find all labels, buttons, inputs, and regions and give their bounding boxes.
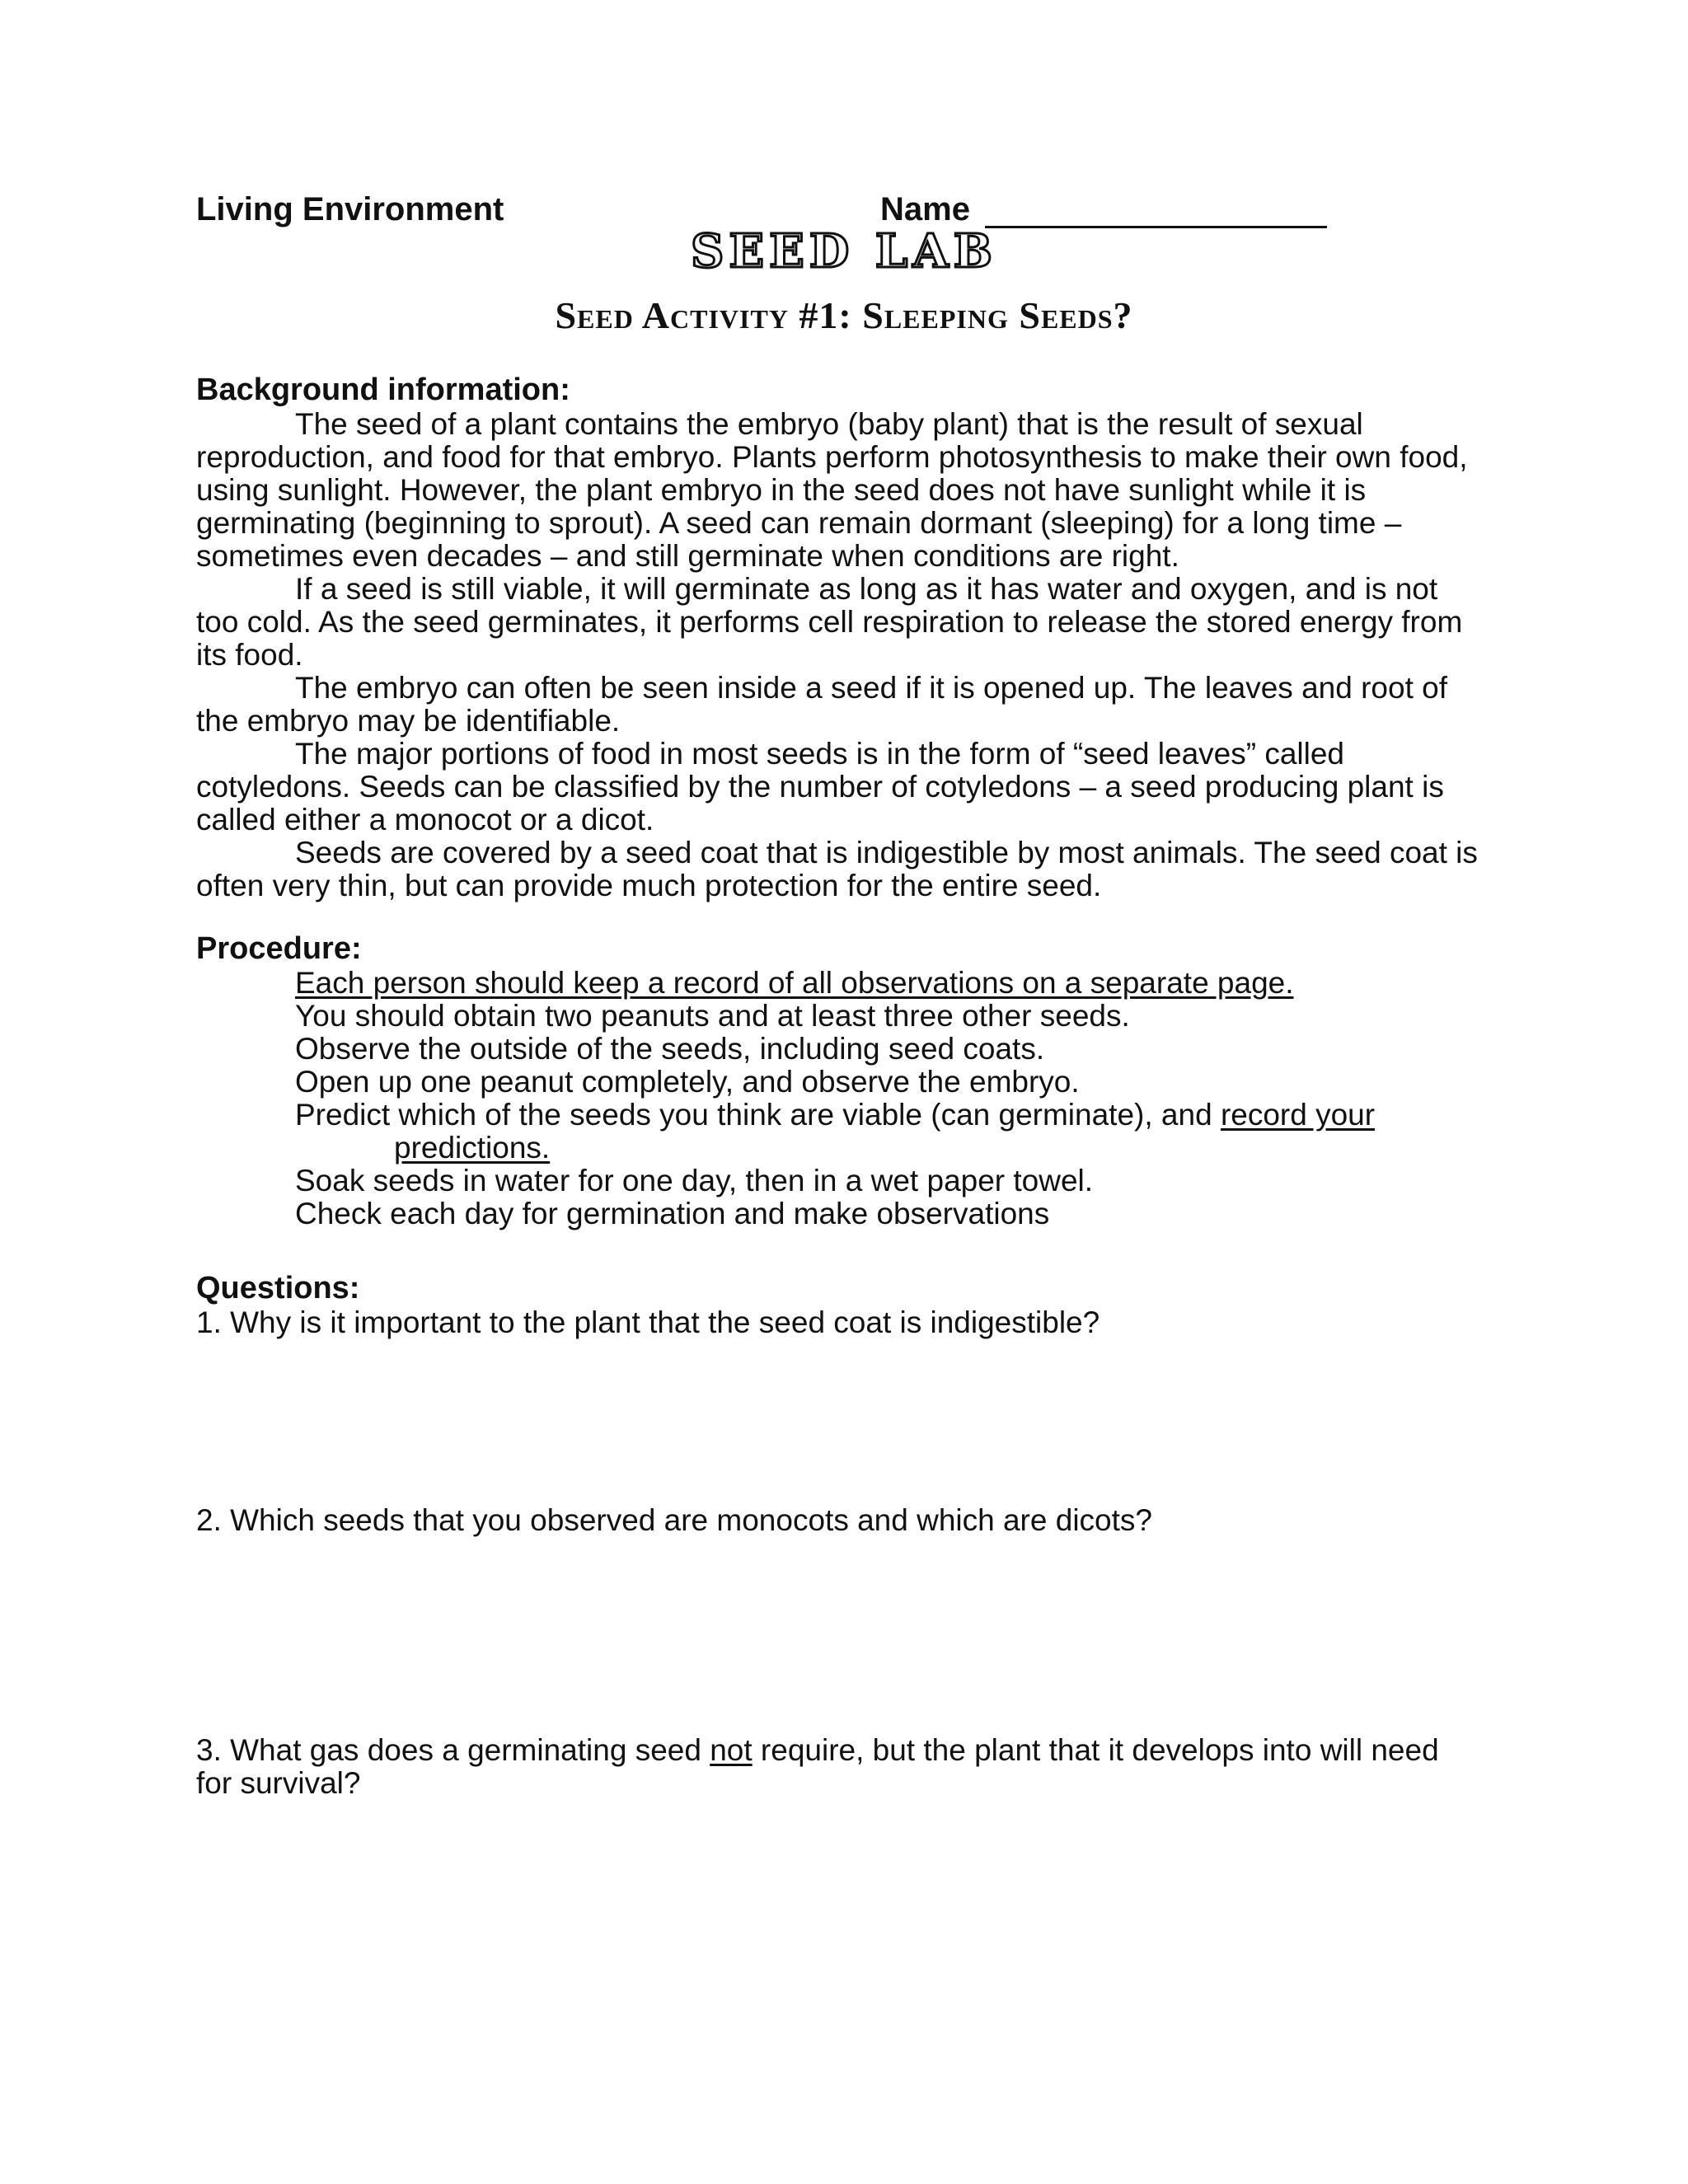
question-3-emphasis: not <box>710 1733 753 1767</box>
background-paragraph-4: The major portions of food in most seeds is in the form of “seed leaves” called cotyledons. Seeds can be classified by the number of cotyledons – a seed producing plant is called either a monocot or a dicot. <box>196 737 1444 837</box>
procedure-step-5 <box>295 1099 1482 1132</box>
procedure-step-5-underlined: record your <box>1220 1098 1376 1132</box>
page-title: SEED LAB <box>690 224 998 279</box>
procedure-list <box>295 967 1482 1230</box>
background-paragraph-1: The seed of a plant contains the embryo (baby plant) that is the result of sexual reproduction, and food for that embryo. Plants perform photosynthesis to make their own food, using sunlight. However, the plant embryo in the seed does not have sunlight while it is germinating (beginning to sprout). A seed can remain dormant (sleeping) for a long time – sometimes even decades – and still germinate when conditions are right. <box>196 407 1468 573</box>
background-text <box>196 408 1482 902</box>
name-field[interactable] <box>880 191 1327 228</box>
name-label: Name <box>880 191 970 227</box>
background-paragraph-5: Seeds are covered by a seed coat that is indigestible by most animals. The seed coat is often very thin, but can provide much protection for the entire seed. <box>196 836 1478 902</box>
question-3-text-b: require, but the plant that it develops into will need for survival? <box>196 1733 1439 1800</box>
background-paragraph-3: The embryo can often be seen inside a seed if it is opened up. The leaves and root of the embryo may be identifiable. <box>196 671 1447 738</box>
procedure-step-1: Each person should keep a record of all observations on a separate page. <box>295 966 1294 1000</box>
procedure-step-5-continuation <box>295 1132 1482 1165</box>
question-3-text-a: 3. What gas does a germinating seed <box>196 1733 710 1767</box>
course-label: Living Environment <box>196 191 504 227</box>
procedure-step-5-underlined-cont: predictions. <box>394 1131 551 1165</box>
background-heading: Background information: <box>196 373 570 407</box>
question-3 <box>196 1734 1449 1800</box>
question-1: 1. Why is it important to the plant that the seed coat is indigestible? <box>196 1305 1100 1339</box>
background-paragraph-2: If a seed is still viable, it will germinate as long as it has water and oxygen, and is not too cold. As the seed germinates, it performs cell respiration to release the stored energy from its food. <box>196 572 1463 672</box>
procedure-heading: Procedure: <box>196 931 362 966</box>
questions-heading: Questions: <box>196 1271 360 1305</box>
procedure-step-5-text: Predict which of the seeds you think are viable (can germinate), and <box>295 1098 1221 1132</box>
procedure-step-4: Open up one peanut completely, and observe the embryo. <box>295 1065 1080 1099</box>
procedure-step-2: You should obtain two peanuts and at least three other seeds. <box>295 999 1130 1033</box>
activity-title: Seed Activity #1: Sleeping Seeds? <box>555 294 1133 336</box>
procedure-step-6: Soak seeds in water for one day, then in a wet paper towel. <box>295 1164 1094 1197</box>
procedure-step-3: Observe the outside of the seeds, including seed coats. <box>295 1032 1045 1066</box>
procedure-step-7: Check each day for germination and make observations <box>295 1197 1050 1230</box>
question-2: 2. Which seeds that you observed are monocots and which are dicots? <box>196 1503 1152 1537</box>
